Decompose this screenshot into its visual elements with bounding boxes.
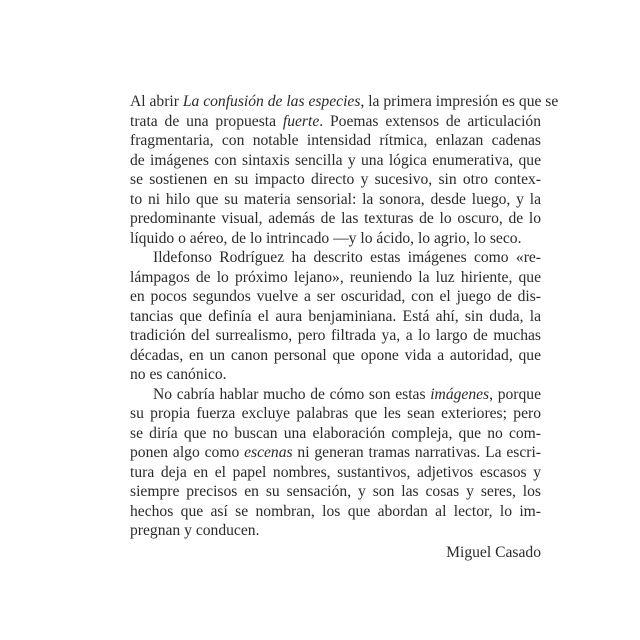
text-run: de imágenes con sintaxis sencilla y una lógica enumerativa, que (130, 151, 541, 169)
text-run: tradición del surrealismo, pero filtrada ya, a lo largo de muchas (130, 327, 541, 344)
text-line (130, 326, 541, 346)
text-run: tura deja en el papel nombres, sustantivos, adjetivos escasos y (130, 463, 541, 481)
text-run: en pocos segundos vuelve a ser oscuridad, con el juego de dis- (130, 288, 541, 305)
text-run: trata de una propuesta (130, 112, 283, 130)
paragraph (130, 385, 541, 541)
italic-title: escenas (244, 444, 293, 461)
body-text (130, 92, 559, 541)
text-run: décadas, en un canon personal que opone vida a autoridad, que (130, 346, 541, 364)
text-line (130, 92, 559, 112)
text-line (130, 112, 541, 132)
text-line (130, 463, 541, 483)
text-line (130, 385, 541, 405)
text-run: su propia fuerza excluye palabras que les sean exteriores; pero (130, 405, 541, 422)
text-run: no es canónico. (130, 366, 227, 383)
text-line (130, 346, 541, 366)
text-run: pregnan y conducen. (130, 522, 260, 539)
text-line (130, 287, 541, 307)
text-run: , porque (489, 385, 541, 403)
text-run: fragmentaria, con notable intensidad rítmica, enlazan cadenas (130, 132, 541, 149)
text-run: No cabría hablar mucho de cómo son estas (153, 385, 431, 403)
text-run: , la primera impresión es que se (360, 93, 559, 110)
text-run: to ni hilo que su materia sensorial: la sonora, desde luego, y la (130, 190, 541, 208)
paragraph (130, 92, 559, 248)
text-line (130, 248, 541, 268)
paragraph (130, 248, 541, 385)
italic-title: fuerte (282, 112, 320, 130)
text-run: ni generan tramas narrativas. La escri- (292, 444, 542, 461)
text-line (130, 170, 541, 190)
text-run: predominante visual, además de las texturas de lo oscuro, de lo (130, 210, 541, 227)
text-line (130, 502, 541, 522)
text-run: líquido o aéreo, de lo intrincado —y lo ácido, lo agrio, lo seco. (130, 229, 522, 247)
text-line (130, 482, 541, 502)
text-run: siempre precisos en su sensación, y son las cosas y seres, los (130, 483, 541, 500)
text-line (130, 424, 541, 444)
text-line (130, 404, 541, 424)
text-run: . Poemas extensos de articulación (319, 112, 541, 130)
text-line (130, 307, 541, 327)
text-run: ponen algo como (130, 444, 245, 461)
text-run: lámpagos de lo próximo lejano», reuniendo la luz hiriente, que (130, 268, 541, 286)
text-run: Ildefonso Rodríguez ha descrito estas imágenes como «re- (153, 249, 541, 266)
text-line (130, 229, 541, 249)
text-line (130, 521, 541, 541)
document-page (130, 92, 559, 562)
italic-title: La confusión de las especies (182, 93, 361, 110)
text-run: Al abrir (130, 93, 183, 110)
text-run: se sostienen en su impacto directo y sucesivo, sin otro contex- (130, 171, 541, 188)
text-line (130, 151, 541, 171)
text-line (130, 443, 541, 463)
text-line (130, 190, 541, 210)
text-line (130, 365, 541, 385)
text-line (130, 268, 541, 288)
author-signature: Miguel Casado (446, 543, 541, 561)
text-run: hechos que así se nombran, los que abordan al lector, lo im- (130, 502, 541, 520)
text-line (130, 209, 541, 229)
text-run: se diría que no buscan una elaboración compleja, que no com- (130, 424, 541, 442)
text-line (130, 131, 541, 151)
text-run: tancias que definía el aura benjaminiana. Está ahí, sin duda, la (130, 307, 541, 325)
italic-title: imágenes (430, 385, 490, 403)
